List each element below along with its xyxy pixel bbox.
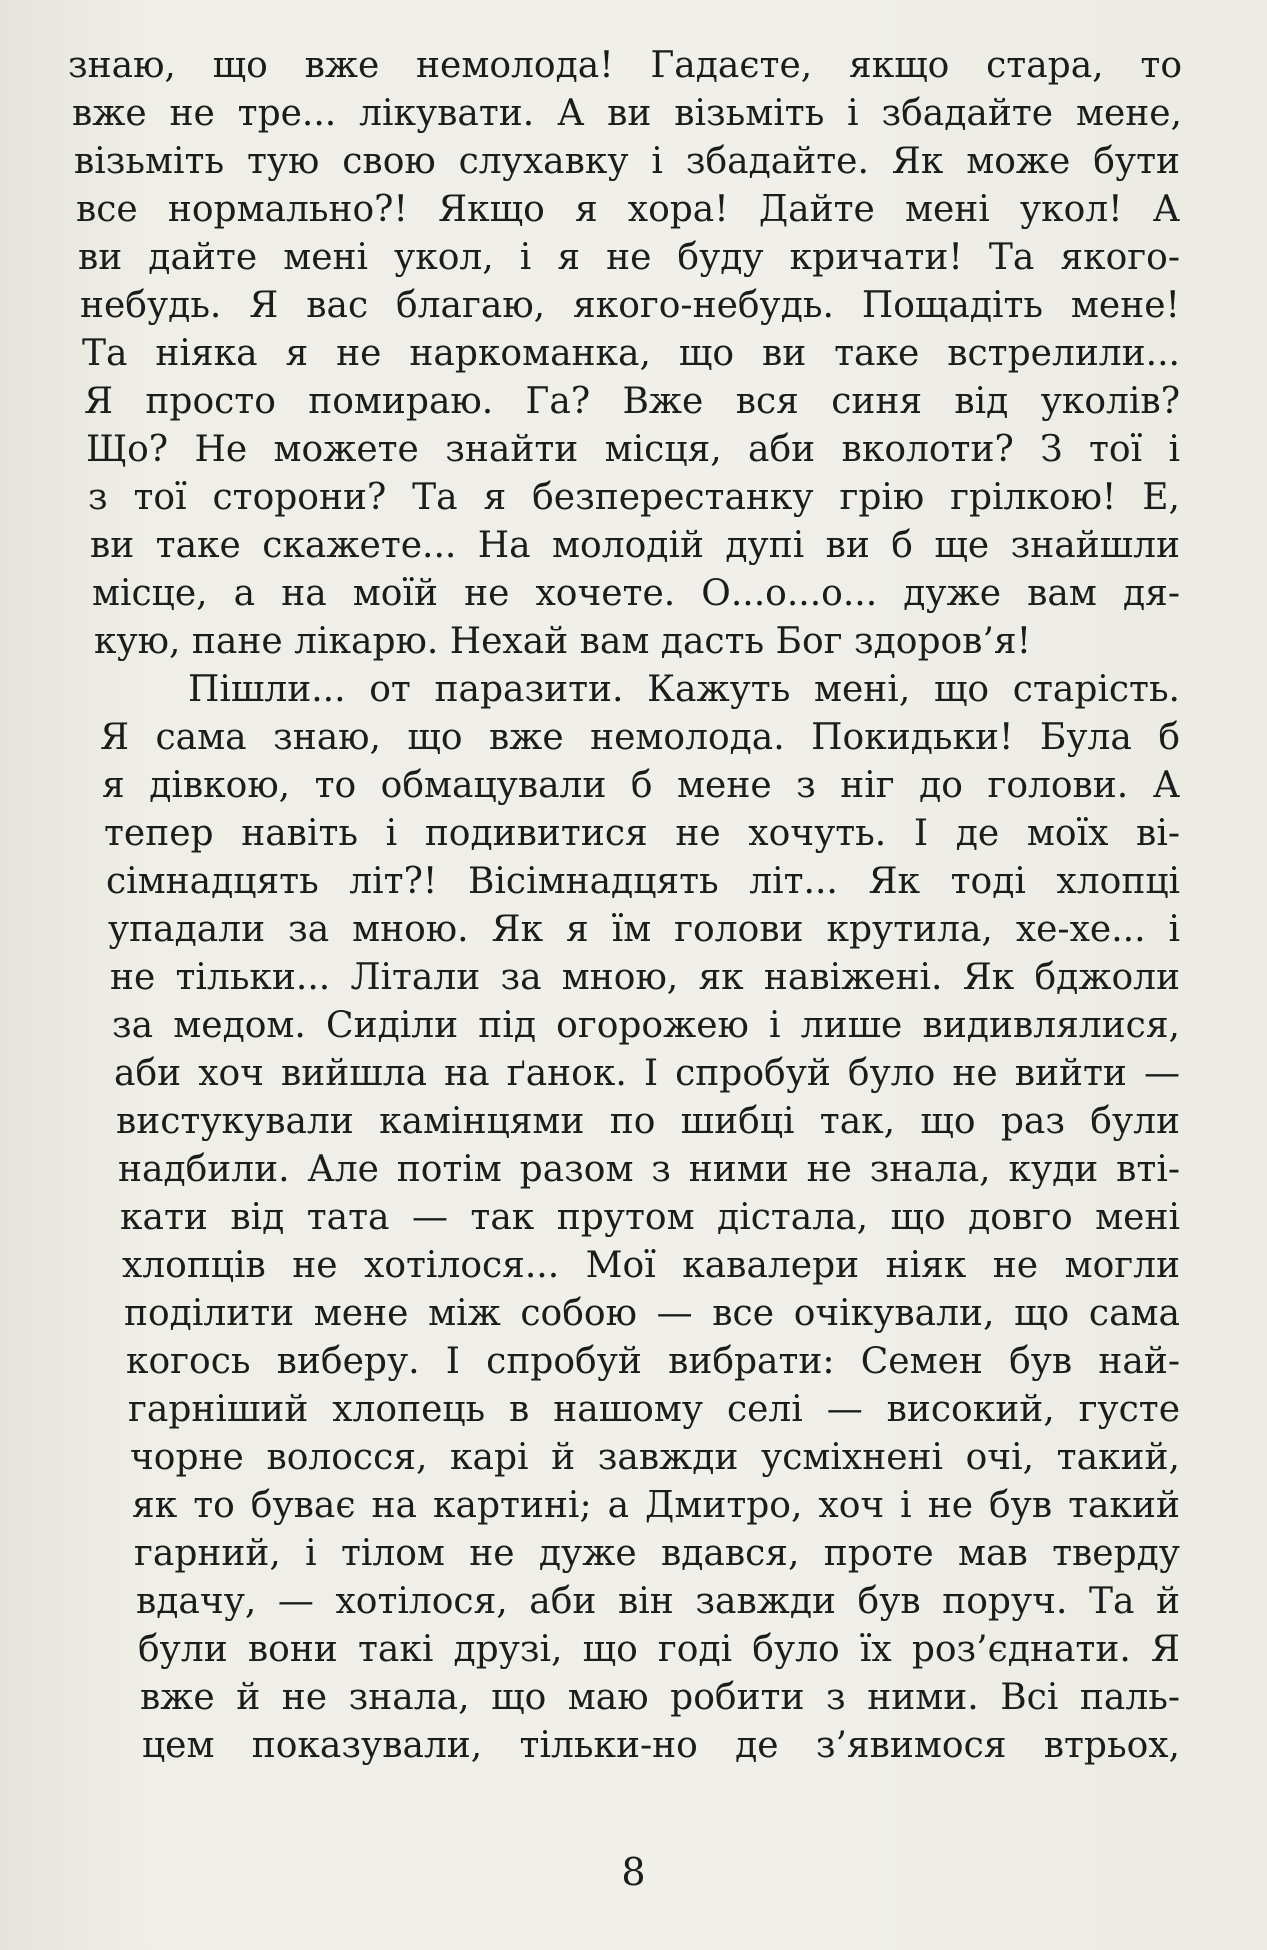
text-line: аби хоч вийшла на ґанок. І спробуй було не вийти —	[114, 1053, 1180, 1094]
text-line: місце, а на моїй не хочете. О...о...о... дуже вам дя-	[92, 573, 1180, 614]
text-line: тепер навіть і подивитися не хочуть. І де моїх ві-	[104, 813, 1180, 854]
text-line: надбили. Але потім разом з ними не знала, куди вті-	[118, 1149, 1180, 1190]
text-line: Я просто помираю. Га? Вже вся синя від уколів?	[84, 381, 1180, 422]
text-line: вже не тре... лікувати. А ви візьміть і збадайте мене,	[72, 93, 1182, 134]
text-line: кати від тата — так прутом дістала, що довго мені	[120, 1197, 1180, 1238]
text-line: за медом. Сиділи під огорожею і лише видивлялися,	[112, 1005, 1180, 1046]
text-line: ви дайте мені укол, і я не буду кричати! Та якого-	[78, 237, 1180, 278]
text-line: гарний, і тілом не дуже вдався, проте мав тверду	[134, 1533, 1180, 1574]
text-line: цем показували, тільки-но де з’явимося втрьох,	[142, 1725, 1180, 1766]
text-line: сімнадцять літ?! Вісімнадцять літ... Як тоді хлопці	[106, 861, 1180, 902]
text-line: вже й не знала, що маю робити з ними. Всі паль-	[140, 1677, 1180, 1718]
text-line: небудь. Я вас благаю, якого-небудь. Пощадіть мене!	[80, 285, 1180, 326]
text-line: візьміть тую свою слухавку і збадайте. Як може бути	[74, 141, 1180, 182]
text-line: з тої сторони? Та я безперестанку грію грілкою! Е,	[88, 477, 1180, 518]
page-number: 8	[621, 1850, 646, 1894]
text-line: поділити мене між собою — все очікували, що сама	[124, 1293, 1180, 1334]
text-line: не тільки... Літали за мною, як навіжені. Як бджоли	[110, 957, 1180, 998]
text-line: ви таке скажете... На молодій дупі ви б ще знайшли	[90, 525, 1180, 566]
text-line: знаю, що вже немолода! Гадаєте, якщо стара, то	[68, 45, 1182, 86]
text-line: гарніший хлопець в нашому селі — високий, густе	[128, 1389, 1180, 1430]
text-line: як то буває на картині; а Дмитро, хоч і не був такий	[132, 1485, 1180, 1526]
text-line: я дівкою, то обмацували б мене з ніг до голови. А	[102, 765, 1180, 806]
text-line: когось виберу. І спробуй вибрати: Семен був най-	[126, 1341, 1180, 1382]
text-line: Я сама знаю, що вже немолода. Покидьки! Була б	[100, 717, 1180, 758]
text-line: були вони такі друзі, що годі було їх роз’єднати. Я	[138, 1629, 1180, 1670]
text-line: кую, пане лікарю. Нехай вам дасть Бог здоров’я!	[94, 621, 1032, 662]
text-line: упадали за мною. Як я їм голови крутила, хе-хе... і	[108, 909, 1180, 950]
text-line: вдачу, — хотілося, аби він завжди був поруч. Та й	[136, 1581, 1180, 1622]
text-line: хлопців не хотілося... Мої кавалери ніяк не могли	[122, 1245, 1180, 1286]
text-line: вистукували камінцями по шибці так, що раз були	[116, 1101, 1180, 1142]
text-line: Що? Не можете знайти місця, аби вколоти? З тої і	[86, 429, 1180, 470]
paragraph-first-line: Пішли... от паразити. Кажуть мені, що старість.	[188, 669, 1180, 710]
text-line: все нормально?! Якщо я хора! Дайте мені укол! А	[76, 189, 1180, 230]
text-line: Та ніяка я не наркоманка, що ви таке встрелили...	[82, 333, 1180, 374]
text-line: чорне волосся, карі й завжди усміхнені очі, такий,	[130, 1437, 1180, 1478]
